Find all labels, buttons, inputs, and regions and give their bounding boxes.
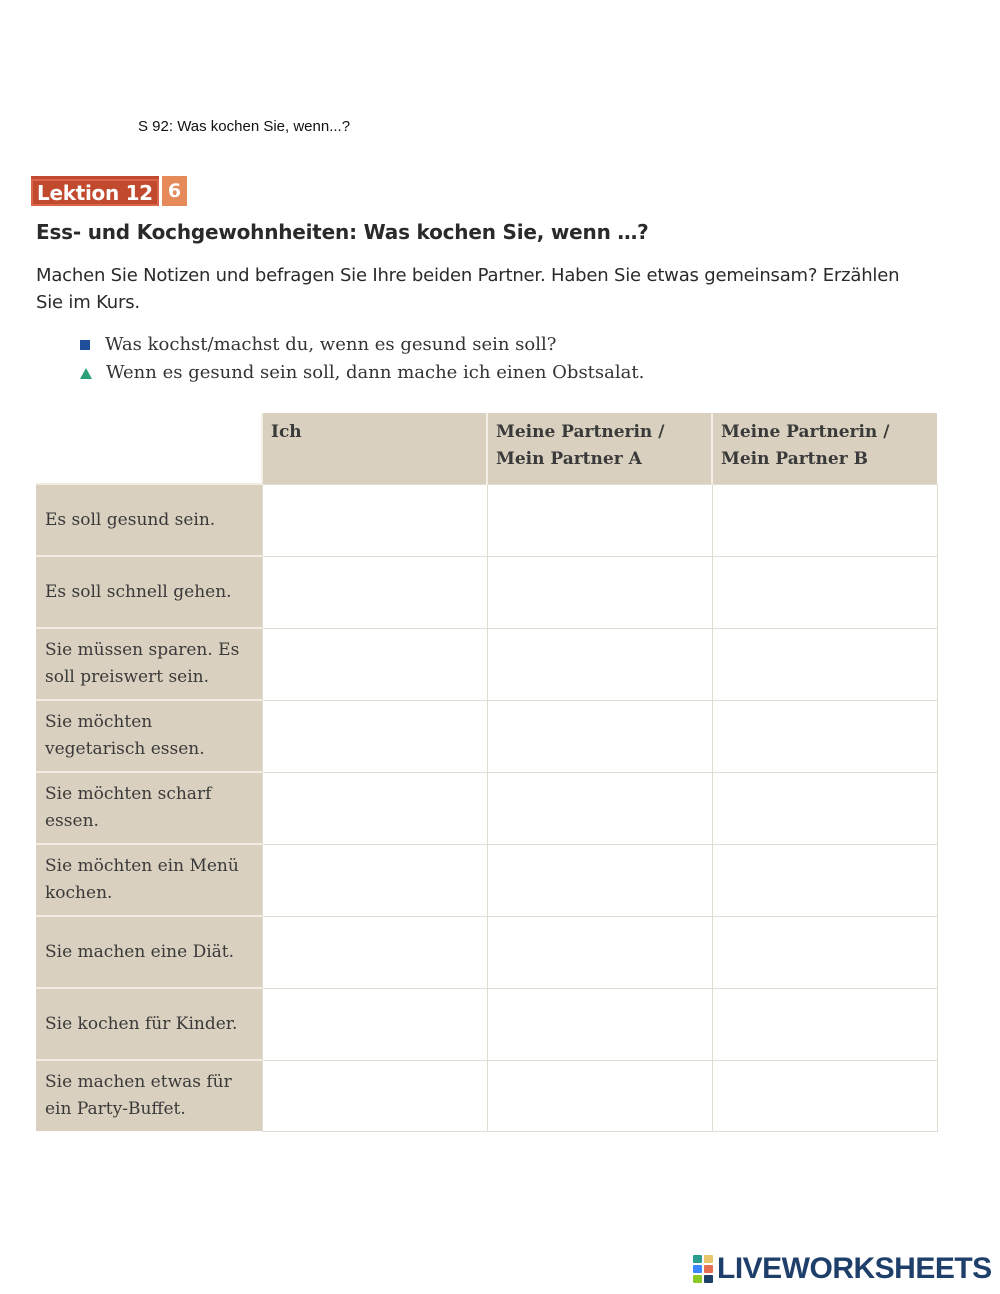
- table-row: [36, 844, 937, 916]
- green-triangle-bullet-icon: [80, 368, 92, 379]
- answer-cell[interactable]: [487, 772, 712, 844]
- answer-cell[interactable]: [262, 772, 487, 844]
- row-label: Sie möchten vegetarisch essen.: [36, 700, 262, 772]
- table-corner: [36, 413, 262, 484]
- table-row: [36, 484, 937, 556]
- page-reference: S 92: Was kochen Sie, wenn...?: [138, 118, 351, 135]
- row-label: Sie möchten ein Menü kochen.: [36, 844, 262, 916]
- table-row: [36, 628, 937, 700]
- answer-cell[interactable]: [712, 916, 937, 988]
- column-header-partner-a: Meine Partnerin / Mein Partner A: [487, 413, 712, 484]
- answer-cell[interactable]: [487, 844, 712, 916]
- table-row: [36, 1060, 937, 1131]
- table-row: [36, 700, 937, 772]
- lesson-label: Lektion 12: [31, 176, 159, 206]
- answer-cell[interactable]: [712, 988, 937, 1060]
- answer-cell[interactable]: [712, 844, 937, 916]
- answer-cell[interactable]: [487, 556, 712, 628]
- table-row: [36, 988, 937, 1060]
- answer-cell[interactable]: [712, 628, 937, 700]
- row-label: Es soll gesund sein.: [36, 484, 262, 556]
- answer-cell[interactable]: [262, 556, 487, 628]
- answer-cell[interactable]: [712, 700, 937, 772]
- liveworksheets-logo-icon: [693, 1255, 713, 1283]
- answer-cell[interactable]: [487, 484, 712, 556]
- answer-cell[interactable]: [712, 556, 937, 628]
- dialog-answer: [80, 359, 644, 387]
- column-header-partner-b: Meine Partnerin / Mein Partner B: [712, 413, 937, 484]
- row-label: Sie machen etwas für ein Party-Buffet.: [36, 1060, 262, 1131]
- liveworksheets-brand: [693, 1252, 992, 1286]
- column-header-ich: Ich: [262, 413, 487, 484]
- answer-cell[interactable]: [262, 988, 487, 1060]
- answer-cell[interactable]: [262, 484, 487, 556]
- table-row: [36, 916, 937, 988]
- brand-wordmark: LIVEWORKSHEETS: [717, 1252, 992, 1285]
- answer-cell[interactable]: [262, 700, 487, 772]
- blue-square-bullet-icon: [80, 340, 90, 350]
- answer-cell[interactable]: [712, 1060, 937, 1131]
- notes-table: [36, 413, 938, 1132]
- answer-cell[interactable]: [487, 916, 712, 988]
- exercise-title: Ess- und Kochgewohnheiten: Was kochen Sie, wenn …?: [36, 220, 649, 244]
- table-row: [36, 556, 937, 628]
- row-label: Sie kochen für Kinder.: [36, 988, 262, 1060]
- answer-cell[interactable]: [487, 628, 712, 700]
- row-label: Sie möchten scharf essen.: [36, 772, 262, 844]
- answer-cell[interactable]: [487, 1060, 712, 1131]
- answer-cell[interactable]: [712, 484, 937, 556]
- answer-cell[interactable]: [262, 1060, 487, 1131]
- row-label: Sie machen eine Diät.: [36, 916, 262, 988]
- dialog-question: [80, 331, 644, 359]
- answer-cell[interactable]: [262, 628, 487, 700]
- answer-cell[interactable]: [262, 844, 487, 916]
- answer-cell[interactable]: [487, 700, 712, 772]
- answer-cell[interactable]: [487, 988, 712, 1060]
- lesson-badge: [31, 176, 187, 206]
- instruction-text: Machen Sie Notizen und befragen Sie Ihre beiden Partner. Haben Sie etwas gemeinsam? Erzählen Sie im Kurs.: [36, 265, 900, 313]
- table-row: [36, 772, 937, 844]
- row-label: Sie müssen sparen. Es soll preiswert sein.: [36, 628, 262, 700]
- answer-cell[interactable]: [262, 916, 487, 988]
- lesson-number: 6: [162, 176, 187, 206]
- dialog-answer-text: Wenn es gesund sein soll, dann mache ich einen Obstsalat.: [106, 362, 645, 383]
- row-label: Es soll schnell gehen.: [36, 556, 262, 628]
- example-dialog: [80, 331, 644, 387]
- answer-cell[interactable]: [712, 772, 937, 844]
- table-header-row: [36, 413, 937, 484]
- dialog-question-text: Was kochst/machst du, wenn es gesund sein soll?: [105, 334, 557, 355]
